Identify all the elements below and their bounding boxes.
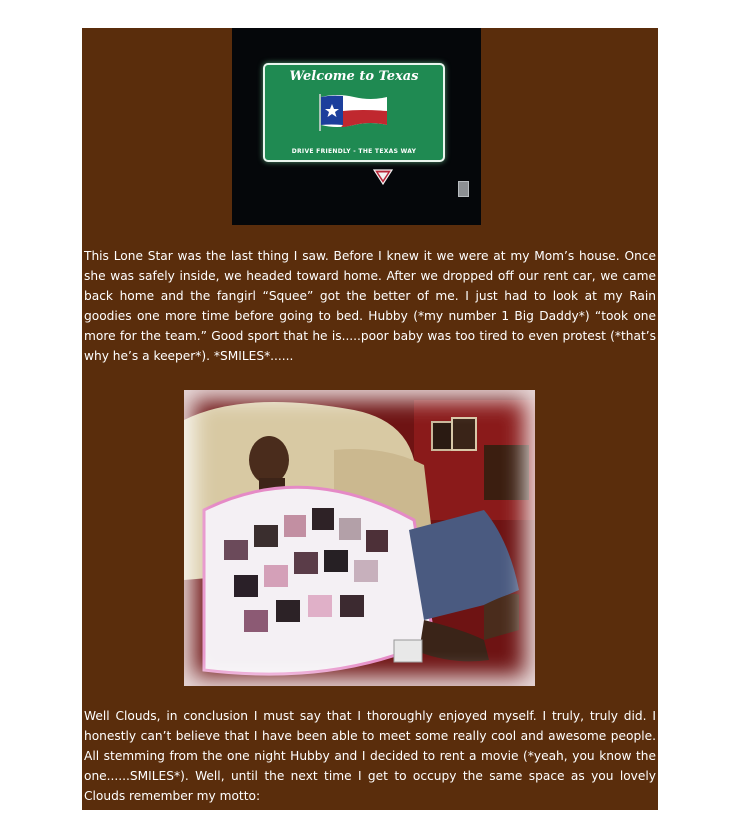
paragraph-lone-star: This Lone Star was the last thing I saw. Before I knew it we were at my Mom’s house. Once she was safely inside, we headed toward home. After we dropped off our rent car, we came back home and the fangirl “Squee” got the better of me. I just had to look at my Rain goodies one more time before going to bed. Hubby (*my number 1 Big Daddy*) “took one more for the team.” Good sport that he is.....poor baby was too tired to even protest (*that’s why he’s a keeper*). *SMILES*...... xyxy=(84,249,656,363)
photo-vignette xyxy=(184,390,535,686)
welcome-sign xyxy=(263,63,445,162)
page-panel xyxy=(82,28,658,810)
yield-sign-icon xyxy=(373,169,393,185)
hubby-couch-photo xyxy=(184,390,535,686)
roadside-marker xyxy=(458,181,469,197)
texas-sign-photo xyxy=(232,28,481,225)
sign-title: Welcome to Texas xyxy=(289,69,419,84)
sign-subtitle: DRIVE FRIENDLY - THE TEXAS WAY xyxy=(291,148,417,155)
texas-flag-icon xyxy=(317,91,391,131)
paragraph-conclusion: Well Clouds, in conclusion I must say that I thoroughly enjoyed myself. I truly, truly did. I honestly can’t believe that I have been able to meet some really cool and awesome people. All stemming from the one night Hubby and I decided to rent a movie (*yeah, you know the one......SMILES*). Well, until the next time I get to occupy the same space as you lovely Clouds remember my motto: xyxy=(84,709,656,803)
